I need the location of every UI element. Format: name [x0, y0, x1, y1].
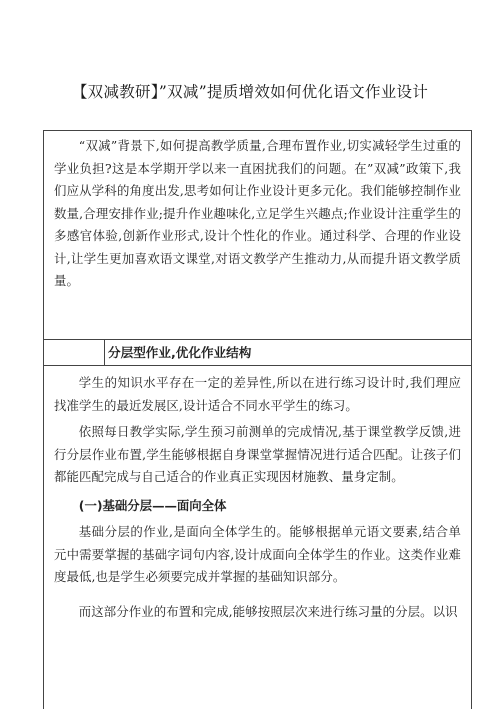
intro-cell	[44, 131, 471, 340]
section-heading: 分层型作业,优化作业结构	[104, 340, 471, 365]
section-heading-row	[44, 340, 471, 366]
paragraph-1: 学生的知识水平存在一定的差异性,所以在进行练习设计时,我们理应找准学生的最近发展区,设计适合不同水平学生的练习。	[54, 375, 461, 413]
sub-heading: (一)基础分层——面向全体	[78, 497, 227, 513]
spacer	[54, 589, 461, 601]
paragraph-2: 依照每日教学实际,学生预习前测单的完成情况,基于课堂教学反馈,进行分层作业布置,学生能够根据自身课堂掌握情况进行适合匹配。让孩子们都能匹配完成与自己适合的作业真正实现因材施教、量身定制。	[54, 424, 461, 484]
intro-paragraph: “双减”背景下,如何提高教学质量,合理布置作业,切实减轻学生过重的学业负担?这是本学期开学以来一直困扰我们的问题。在”双减”政策下,我们应从学科的角度出发,思考如何让作业设计更多元化。我们能够控制作业数量,合理安排作业;提升作业趣味化,立足学生兴趣点;作业设计注重学生的多感官体验,创新作业形式,设计个性化的作业。通过科学、合理的作业设计,让学生更加喜欢语文课堂,对语文教学产生推动力,从而提升语文教学质量。	[54, 138, 461, 288]
paragraph-4: 而这部分作业的布置和完成,能够按照层次来进行练习量的分层。以识	[78, 603, 458, 619]
document-table	[43, 130, 472, 709]
paragraph-3: 基础分层的作业,是面向全体学生的。能够根据单元语文要素,结合单元中需要掌握的基础字词句内容,设计成面向全体学生的作业。这类作业难度最低,也是学生必须要完成并掌握的基础知识部分。	[54, 524, 461, 584]
document-title: 【双减教研】”双减”提质增效如何优化语文作业设计	[71, 83, 429, 101]
section-body	[44, 366, 471, 623]
